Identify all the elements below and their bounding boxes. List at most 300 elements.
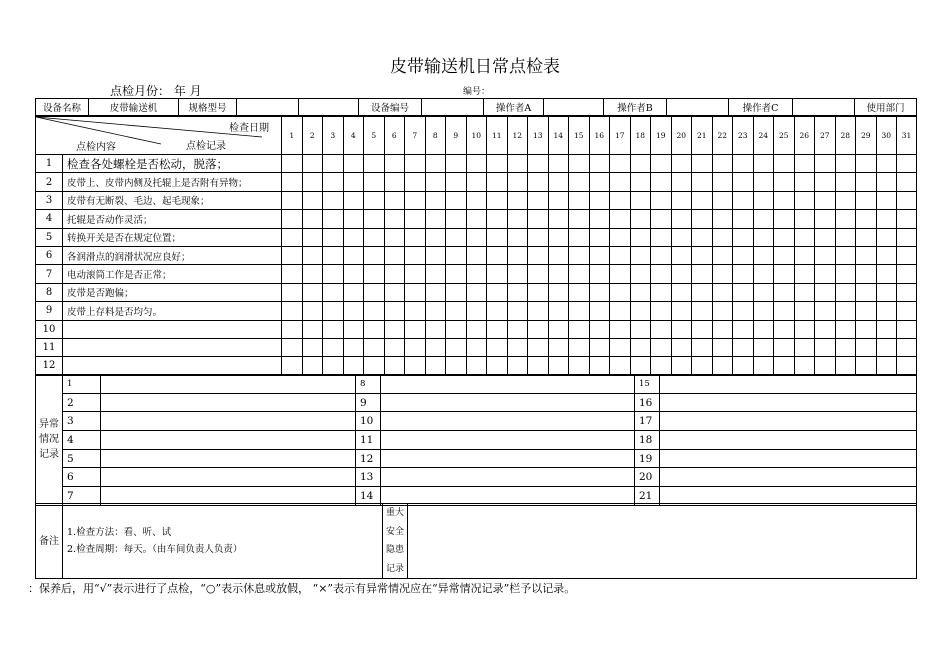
check-cell[interactable] [651,283,672,301]
check-cell[interactable] [384,210,405,228]
check-cell[interactable] [794,246,815,264]
check-cell[interactable] [835,302,856,320]
check-cell[interactable] [384,357,405,375]
check-cell[interactable] [876,228,897,246]
check-cell[interactable] [466,302,487,320]
check-cell[interactable] [815,265,836,283]
check-cell[interactable] [651,302,672,320]
check-cell[interactable] [282,338,303,356]
check-cell[interactable] [753,228,774,246]
check-cell[interactable] [610,155,631,173]
check-cell[interactable] [466,320,487,338]
check-cell[interactable] [630,265,651,283]
check-cell[interactable] [897,283,917,301]
check-cell[interactable] [507,320,528,338]
check-cell[interactable] [446,210,467,228]
check-cell[interactable] [692,228,713,246]
check-cell[interactable] [282,283,303,301]
check-cell[interactable] [364,173,385,191]
check-cell[interactable] [487,283,508,301]
check-cell[interactable] [569,283,590,301]
abnormal-record-entry[interactable] [101,431,356,450]
check-cell[interactable] [302,191,323,209]
check-cell[interactable] [610,191,631,209]
check-cell[interactable] [692,246,713,264]
check-cell[interactable] [343,228,364,246]
check-cell[interactable] [384,338,405,356]
check-cell[interactable] [712,265,733,283]
check-cell[interactable] [651,228,672,246]
check-cell[interactable] [466,357,487,375]
abnormal-record-entry[interactable] [660,468,917,487]
check-cell[interactable] [507,210,528,228]
check-cell[interactable] [712,246,733,264]
check-cell[interactable] [548,320,569,338]
check-cell[interactable] [425,173,446,191]
check-cell[interactable] [466,283,487,301]
check-cell[interactable] [856,246,877,264]
check-cell[interactable] [384,228,405,246]
check-cell[interactable] [302,265,323,283]
check-cell[interactable] [446,173,467,191]
check-cell[interactable] [856,357,877,375]
abnormal-record-entry[interactable] [381,412,635,431]
operator-a-value[interactable] [544,99,604,116]
check-cell[interactable] [753,265,774,283]
check-cell[interactable] [569,246,590,264]
check-cell[interactable] [671,191,692,209]
check-cell[interactable] [794,191,815,209]
check-cell[interactable] [671,338,692,356]
check-cell[interactable] [364,210,385,228]
check-cell[interactable] [364,302,385,320]
check-cell[interactable] [897,173,917,191]
check-cell[interactable] [835,357,856,375]
abnormal-record-entry[interactable] [101,468,356,487]
check-cell[interactable] [507,191,528,209]
check-cell[interactable] [753,357,774,375]
check-cell[interactable] [528,173,549,191]
check-cell[interactable] [466,228,487,246]
operator-b-value[interactable] [667,99,729,116]
check-cell[interactable] [630,320,651,338]
abnormal-record-entry[interactable] [660,449,917,468]
check-cell[interactable] [405,302,426,320]
check-cell[interactable] [302,338,323,356]
check-cell[interactable] [446,283,467,301]
check-cell[interactable] [610,228,631,246]
check-cell[interactable] [507,265,528,283]
check-cell[interactable] [897,302,917,320]
check-cell[interactable] [466,246,487,264]
check-cell[interactable] [487,173,508,191]
check-cell[interactable] [610,173,631,191]
abnormal-record-entry[interactable] [660,412,917,431]
check-cell[interactable] [753,210,774,228]
check-cell[interactable] [630,338,651,356]
check-cell[interactable] [835,265,856,283]
check-cell[interactable] [323,155,344,173]
check-cell[interactable] [548,246,569,264]
check-cell[interactable] [753,173,774,191]
check-cell[interactable] [897,357,917,375]
check-cell[interactable] [425,320,446,338]
check-cell[interactable] [651,320,672,338]
check-cell[interactable] [425,155,446,173]
check-cell[interactable] [876,155,897,173]
check-cell[interactable] [343,173,364,191]
check-cell[interactable] [589,265,610,283]
check-cell[interactable] [897,320,917,338]
check-cell[interactable] [528,228,549,246]
check-cell[interactable] [528,155,549,173]
check-cell[interactable] [446,320,467,338]
abnormal-record-entry[interactable] [381,375,635,394]
check-cell[interactable] [876,173,897,191]
check-cell[interactable] [630,228,651,246]
check-cell[interactable] [876,320,897,338]
check-cell[interactable] [610,283,631,301]
check-cell[interactable] [835,320,856,338]
check-cell[interactable] [794,302,815,320]
check-cell[interactable] [343,155,364,173]
check-cell[interactable] [692,283,713,301]
check-cell[interactable] [302,302,323,320]
check-cell[interactable] [630,173,651,191]
abnormal-record-entry[interactable] [101,412,356,431]
check-cell[interactable] [405,283,426,301]
check-cell[interactable] [794,155,815,173]
check-cell[interactable] [323,302,344,320]
check-cell[interactable] [405,246,426,264]
check-cell[interactable] [323,338,344,356]
check-cell[interactable] [610,210,631,228]
check-cell[interactable] [507,283,528,301]
check-cell[interactable] [651,338,672,356]
check-cell[interactable] [446,246,467,264]
check-cell[interactable] [507,357,528,375]
check-cell[interactable] [323,173,344,191]
check-cell[interactable] [302,283,323,301]
device-no-value[interactable] [422,99,484,116]
check-cell[interactable] [630,210,651,228]
check-cell[interactable] [323,320,344,338]
check-cell[interactable] [856,302,877,320]
check-cell[interactable] [692,265,713,283]
check-cell[interactable] [753,338,774,356]
check-cell[interactable] [692,191,713,209]
check-cell[interactable] [487,357,508,375]
check-cell[interactable] [569,320,590,338]
check-cell[interactable] [323,210,344,228]
check-cell[interactable] [733,320,754,338]
check-cell[interactable] [364,320,385,338]
check-cell[interactable] [733,155,754,173]
check-cell[interactable] [364,357,385,375]
check-cell[interactable] [487,338,508,356]
check-cell[interactable] [405,191,426,209]
check-cell[interactable] [323,357,344,375]
check-cell[interactable] [528,357,549,375]
check-cell[interactable] [466,210,487,228]
check-cell[interactable] [733,210,754,228]
check-cell[interactable] [528,283,549,301]
check-cell[interactable] [487,191,508,209]
check-cell[interactable] [343,357,364,375]
check-cell[interactable] [610,265,631,283]
check-cell[interactable] [384,302,405,320]
check-cell[interactable] [569,302,590,320]
check-cell[interactable] [323,265,344,283]
check-cell[interactable] [774,191,795,209]
check-cell[interactable] [835,155,856,173]
abnormal-record-entry[interactable] [381,449,635,468]
check-cell[interactable] [712,357,733,375]
check-cell[interactable] [405,320,426,338]
check-cell[interactable] [774,302,795,320]
abnormal-record-entry[interactable] [660,393,917,412]
check-cell[interactable] [630,155,651,173]
check-cell[interactable] [282,155,303,173]
check-cell[interactable] [569,210,590,228]
check-cell[interactable] [876,246,897,264]
check-cell[interactable] [548,191,569,209]
check-cell[interactable] [384,265,405,283]
check-cell[interactable] [794,210,815,228]
check-cell[interactable] [671,265,692,283]
check-cell[interactable] [753,302,774,320]
check-cell[interactable] [282,357,303,375]
check-cell[interactable] [569,265,590,283]
check-cell[interactable] [405,228,426,246]
check-cell[interactable] [692,357,713,375]
check-cell[interactable] [425,338,446,356]
check-cell[interactable] [815,338,836,356]
check-cell[interactable] [384,320,405,338]
check-cell[interactable] [589,302,610,320]
check-cell[interactable] [753,191,774,209]
check-cell[interactable] [692,320,713,338]
check-cell[interactable] [794,320,815,338]
check-cell[interactable] [610,246,631,264]
check-cell[interactable] [466,191,487,209]
check-cell[interactable] [302,357,323,375]
check-cell[interactable] [671,357,692,375]
check-cell[interactable] [589,155,610,173]
check-cell[interactable] [897,155,917,173]
check-cell[interactable] [610,357,631,375]
check-cell[interactable] [753,155,774,173]
check-cell[interactable] [569,228,590,246]
check-cell[interactable] [712,173,733,191]
abnormal-record-entry[interactable] [381,431,635,450]
check-cell[interactable] [589,191,610,209]
check-cell[interactable] [425,246,446,264]
check-cell[interactable] [876,357,897,375]
spec-value[interactable] [237,99,299,116]
check-cell[interactable] [815,320,836,338]
check-cell[interactable] [528,191,549,209]
check-cell[interactable] [364,283,385,301]
check-cell[interactable] [589,338,610,356]
check-cell[interactable] [733,265,754,283]
check-cell[interactable] [569,357,590,375]
check-cell[interactable] [712,338,733,356]
check-cell[interactable] [302,210,323,228]
check-cell[interactable] [835,246,856,264]
check-cell[interactable] [507,338,528,356]
check-cell[interactable] [794,265,815,283]
check-cell[interactable] [712,283,733,301]
check-cell[interactable] [774,173,795,191]
check-cell[interactable] [733,246,754,264]
check-cell[interactable] [856,338,877,356]
check-cell[interactable] [651,191,672,209]
check-cell[interactable] [712,210,733,228]
check-cell[interactable] [753,283,774,301]
abnormal-record-entry[interactable] [101,393,356,412]
check-cell[interactable] [282,210,303,228]
check-cell[interactable] [528,210,549,228]
check-cell[interactable] [692,173,713,191]
check-cell[interactable] [794,357,815,375]
check-cell[interactable] [712,228,733,246]
check-cell[interactable] [876,265,897,283]
check-cell[interactable] [282,302,303,320]
check-cell[interactable] [343,265,364,283]
check-cell[interactable] [630,246,651,264]
check-cell[interactable] [671,302,692,320]
check-cell[interactable] [384,246,405,264]
check-cell[interactable] [794,338,815,356]
check-cell[interactable] [384,191,405,209]
check-cell[interactable] [774,283,795,301]
check-cell[interactable] [548,357,569,375]
check-cell[interactable] [856,265,877,283]
check-cell[interactable] [651,173,672,191]
check-cell[interactable] [364,228,385,246]
check-cell[interactable] [897,265,917,283]
check-cell[interactable] [630,191,651,209]
check-cell[interactable] [815,246,836,264]
check-cell[interactable] [876,302,897,320]
check-cell[interactable] [856,210,877,228]
check-cell[interactable] [425,210,446,228]
check-cell[interactable] [671,210,692,228]
check-cell[interactable] [425,302,446,320]
check-cell[interactable] [343,191,364,209]
check-cell[interactable] [487,265,508,283]
check-cell[interactable] [405,357,426,375]
check-cell[interactable] [446,302,467,320]
check-cell[interactable] [364,338,385,356]
check-cell[interactable] [548,210,569,228]
check-cell[interactable] [815,173,836,191]
check-cell[interactable] [364,155,385,173]
check-cell[interactable] [651,210,672,228]
check-cell[interactable] [302,320,323,338]
check-cell[interactable] [384,283,405,301]
check-cell[interactable] [282,191,303,209]
check-cell[interactable] [733,357,754,375]
check-cell[interactable] [302,173,323,191]
check-cell[interactable] [774,155,795,173]
check-cell[interactable] [487,210,508,228]
check-cell[interactable] [466,338,487,356]
check-cell[interactable] [507,302,528,320]
check-cell[interactable] [876,210,897,228]
check-cell[interactable] [282,265,303,283]
check-cell[interactable] [528,320,549,338]
check-cell[interactable] [446,357,467,375]
check-cell[interactable] [835,228,856,246]
check-cell[interactable] [405,338,426,356]
check-cell[interactable] [425,228,446,246]
check-cell[interactable] [815,228,836,246]
check-cell[interactable] [548,173,569,191]
check-cell[interactable] [753,246,774,264]
check-cell[interactable] [835,283,856,301]
check-cell[interactable] [876,191,897,209]
check-cell[interactable] [856,191,877,209]
check-cell[interactable] [794,173,815,191]
check-cell[interactable] [589,246,610,264]
check-cell[interactable] [569,191,590,209]
check-cell[interactable] [364,246,385,264]
abnormal-record-entry[interactable] [660,375,917,394]
check-cell[interactable] [876,338,897,356]
check-cell[interactable] [856,173,877,191]
check-cell[interactable] [446,155,467,173]
check-cell[interactable] [712,191,733,209]
check-cell[interactable] [446,228,467,246]
check-cell[interactable] [589,173,610,191]
abnormal-record-entry[interactable] [101,449,356,468]
check-cell[interactable] [794,283,815,301]
check-cell[interactable] [897,246,917,264]
operator-c-value[interactable] [793,99,855,116]
check-cell[interactable] [548,228,569,246]
check-cell[interactable] [815,283,836,301]
check-cell[interactable] [302,155,323,173]
abnormal-record-entry[interactable] [381,468,635,487]
check-cell[interactable] [651,155,672,173]
check-cell[interactable] [733,228,754,246]
check-cell[interactable] [856,155,877,173]
check-cell[interactable] [343,320,364,338]
check-cell[interactable] [774,228,795,246]
check-cell[interactable] [835,210,856,228]
check-cell[interactable] [528,265,549,283]
check-cell[interactable] [815,357,836,375]
check-cell[interactable] [589,320,610,338]
check-cell[interactable] [794,228,815,246]
check-cell[interactable] [651,265,672,283]
check-cell[interactable] [692,155,713,173]
check-cell[interactable] [733,302,754,320]
check-cell[interactable] [815,302,836,320]
check-cell[interactable] [835,191,856,209]
check-cell[interactable] [548,283,569,301]
check-cell[interactable] [343,338,364,356]
check-cell[interactable] [835,338,856,356]
check-cell[interactable] [487,320,508,338]
check-cell[interactable] [774,320,795,338]
check-cell[interactable] [446,191,467,209]
check-cell[interactable] [548,155,569,173]
check-cell[interactable] [692,338,713,356]
check-cell[interactable] [405,173,426,191]
